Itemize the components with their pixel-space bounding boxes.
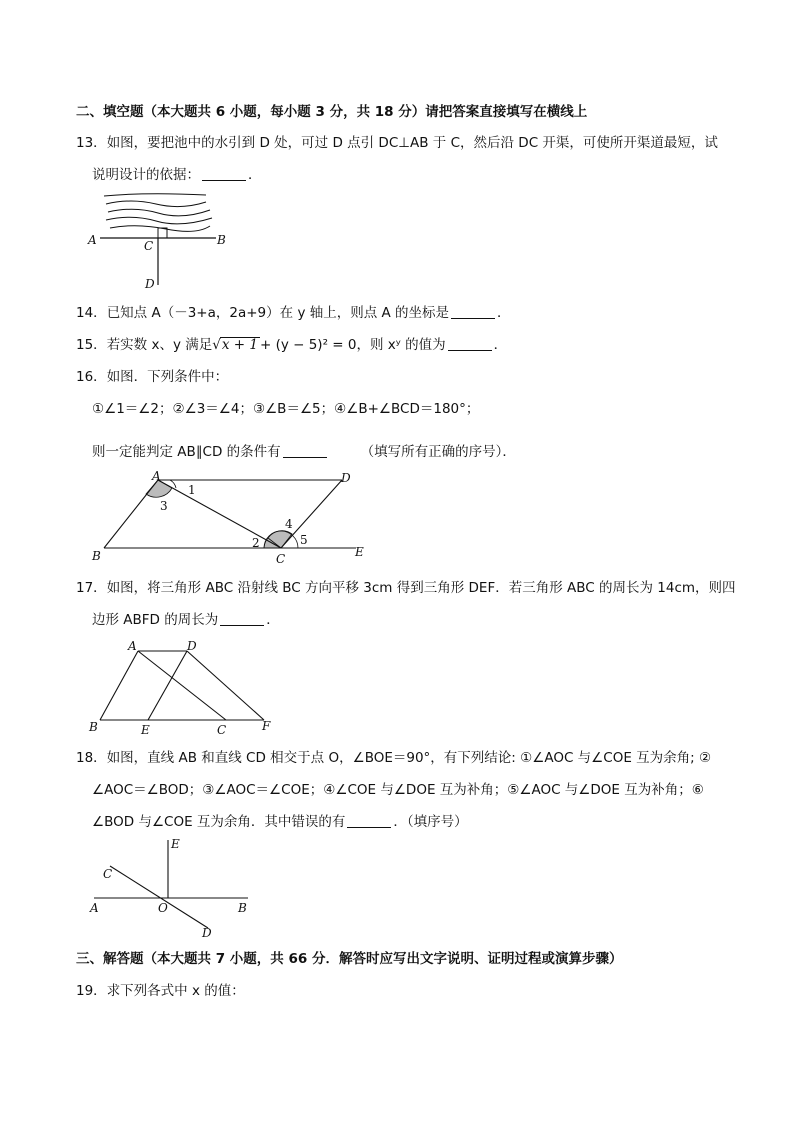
q17-prompt: 边形 ABFD 的周长为: [92, 612, 219, 628]
label-angle-1: 1: [188, 483, 196, 497]
sqrt-symbol: √: [212, 337, 221, 353]
segment-ac: [138, 651, 226, 720]
line-cd: [110, 866, 208, 928]
q15-answer-blank[interactable]: [448, 336, 492, 351]
q19-text: 求下列各式中 x 的值：: [106, 983, 245, 999]
q14-text: 已知点 A（－3+a，2a+9）在 y 轴上，则点 A 的坐标是: [106, 305, 450, 321]
q15-line: [76, 335, 507, 355]
label-o: O: [158, 901, 168, 915]
q15-text: 若实数 x、y 满足: [106, 337, 213, 353]
line-ac: [158, 480, 281, 548]
q16-conditions: ①∠1＝∠2；②∠3＝∠4；③∠B＝∠5；④∠B+∠BCD＝180°；: [92, 401, 480, 417]
label-a: A: [128, 639, 137, 653]
q18-figure: [86, 836, 266, 944]
q14-period: ．: [497, 305, 511, 321]
q18-answer-blank[interactable]: [347, 813, 391, 828]
q13-line1: [76, 133, 718, 153]
q14-number: 14．: [76, 305, 107, 321]
label-b: B: [92, 549, 101, 563]
label-c: C: [144, 239, 154, 253]
label-a: A: [152, 469, 161, 483]
q15-number: 15．: [76, 337, 107, 353]
q17-line1: [76, 578, 736, 598]
label-f: F: [262, 719, 271, 733]
label-angle-2: 2: [252, 536, 260, 550]
q13-prompt: 说明设计的依据：: [92, 167, 200, 183]
label-e: E: [355, 545, 364, 559]
q17-text: 如图，将三角形 ABC 沿射线 BC 方向平移 3cm 得到三角形 DEF．若三角形 ABC 的周长为 14cm，则四: [106, 580, 736, 596]
label-angle-4: 4: [285, 517, 293, 531]
label-a: A: [88, 233, 97, 247]
q17-line2: [92, 610, 280, 630]
q14-line: [76, 303, 511, 323]
q18-line2: ∠AOC＝∠BOD；③∠AOC＝∠COE；④∠COE 与∠DOE 互为补角；⑤∠AOC 与∠DOE 互为补角；⑥: [92, 782, 704, 798]
q16-note: （填写所有正确的序号）．: [360, 444, 516, 460]
q15-equation: + (y − 5)² = 0，则 xʸ 的值为: [259, 337, 446, 353]
q16-answer-blank[interactable]: [283, 443, 327, 458]
label-b: B: [89, 720, 98, 734]
pond-wave: [106, 201, 206, 207]
q13-number: 13．: [76, 135, 107, 151]
q13-line2: [92, 165, 262, 185]
label-a: A: [90, 901, 99, 915]
line-ab: [104, 480, 158, 548]
q16-line3: [92, 442, 516, 462]
line-cd: [281, 480, 342, 548]
q18-note: ．（填序号）: [393, 814, 468, 830]
label-e: E: [171, 837, 180, 851]
q13-period: ．: [248, 167, 262, 183]
label-angle-5: 5: [300, 533, 308, 547]
q16-line1: [76, 367, 228, 387]
q19-number: 19．: [76, 983, 107, 999]
right-angle-mark: [158, 228, 167, 238]
segment-ab: [100, 651, 138, 720]
q15-period: ．: [493, 337, 508, 353]
label-d: D: [341, 471, 351, 485]
section-2-heading: 二、填空题（本大题共 6 小题，每小题 3 分，共 18 分）请把答案直接填写在横线上: [76, 104, 588, 120]
pond-wave: [108, 209, 210, 216]
q16-figure: [88, 468, 378, 568]
q18-line1: [76, 748, 711, 768]
label-c: C: [103, 867, 113, 881]
label-d: D: [202, 926, 212, 940]
label-e: E: [141, 723, 150, 736]
sqrt-radicand: x + 1: [221, 337, 258, 353]
q17-period: ．: [266, 612, 280, 628]
section-3-heading: 三、解答题（本大题共 7 小题，共 66 分．解答时应写出文字说明、证明过程或演算步骤）: [76, 951, 623, 967]
q18-number: 18．: [76, 750, 107, 766]
pond-wave: [104, 194, 206, 196]
q18-text: 如图，直线 AB 和直线 CD 相交于点 O，∠BOE＝90°，有下列结论: ①∠AOC 与∠COE 互为余角; ②: [106, 750, 712, 766]
label-d: D: [145, 277, 155, 291]
q16-prompt: 则一定能判定 AB∥CD 的条件有: [92, 444, 281, 460]
q13-answer-blank[interactable]: [202, 166, 246, 181]
label-c: C: [217, 723, 227, 736]
label-c: C: [276, 552, 286, 566]
label-b: B: [217, 233, 226, 247]
q18-line3: [92, 812, 468, 832]
q19-line: [76, 981, 245, 1001]
segment-df: [187, 651, 264, 720]
q16-number: 16．: [76, 369, 107, 385]
label-angle-3: 3: [160, 499, 168, 513]
pond-wave: [106, 217, 212, 224]
q18-prompt: ∠BOD 与∠COE 互为余角．其中错误的有: [92, 814, 346, 830]
q16-text: 如图．下列条件中：: [106, 369, 229, 385]
q13-text: 如图，要把池中的水引到 D 处，可过 D 点引 DC⊥AB 于 C，然后沿 DC 开渠，可使所开渠道最短，试: [106, 135, 718, 151]
q13-figure: [86, 190, 236, 295]
pond-wave: [110, 226, 210, 232]
label-d: D: [187, 639, 197, 653]
q17-answer-blank[interactable]: [220, 611, 264, 626]
label-b: B: [238, 901, 247, 915]
q14-answer-blank[interactable]: [451, 304, 495, 319]
q17-number: 17．: [76, 580, 107, 596]
q17-figure: [86, 636, 286, 736]
